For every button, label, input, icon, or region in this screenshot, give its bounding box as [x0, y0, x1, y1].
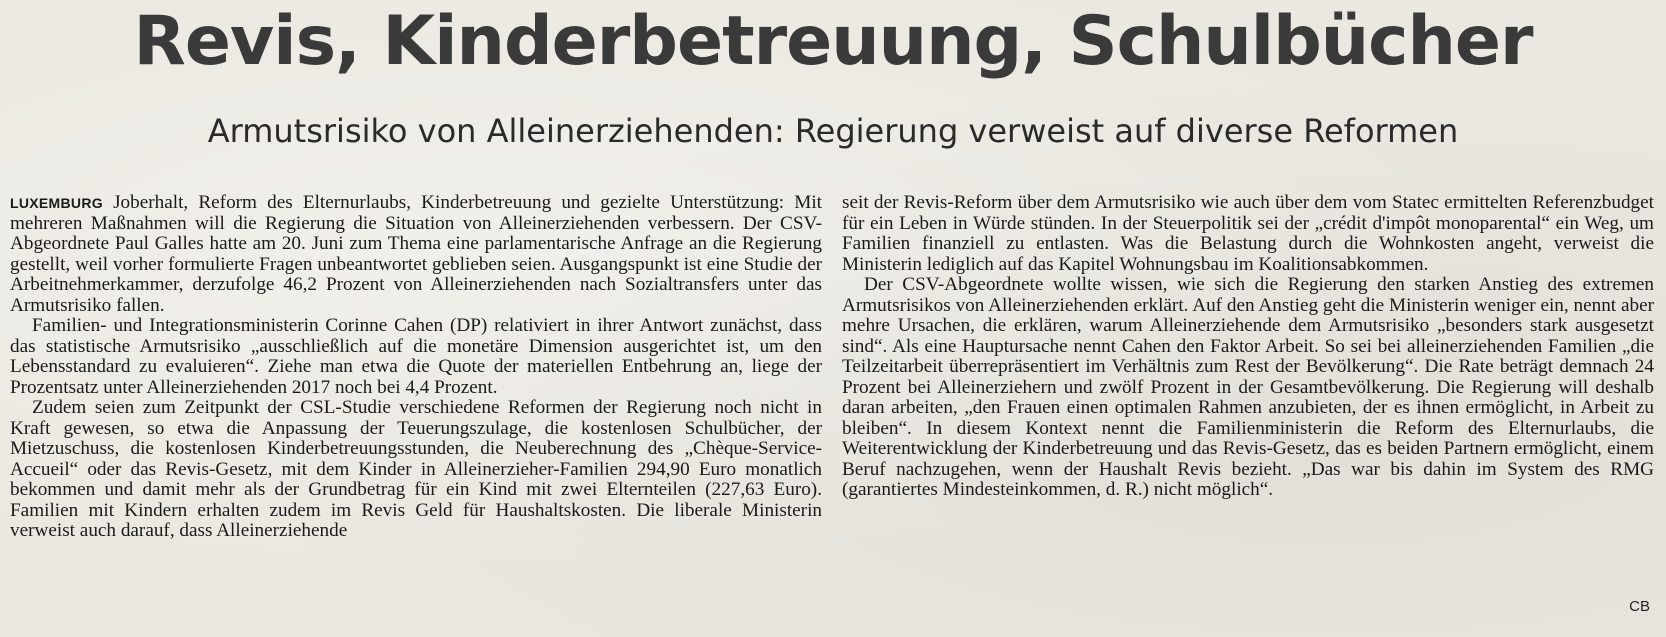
- left-column: [10, 193, 822, 542]
- right-column: [842, 193, 1654, 501]
- paragraph: Zudem seien zum Zeitpunkt der CSL-Studie verschiedene Reformen der Regierung noch nicht in Kraft gewesen, so etwa die Anpassung der Teuerungszulage, die kostenlosen Schulbücher, der Mietzuschuss, die kostenlosen Kinderbetreuungsstunden, die Neuberechnung des „Chèque-Service-Accueil“ oder das Revis-Gesetz, mit dem Kinder in Alleinerzieher-Familien 294,90 Euro monatlich bekommen und damit mehr als der Grundbetrag für ein Kind mit zwei Elternteilen (227,63 Euro). Familien mit Kindern erhalten zudem im Revis Geld für Haushaltskosten. Die liberale Ministerin verweist auch darauf, dass Alleinerziehende: [10, 397, 822, 541]
- headline: Revis, Kinderbetreuung, Schulbücher: [133, 2, 1533, 81]
- paragraph: Der CSV-Abgeordnete wollte wissen, wie sich die Regierung den starken Anstieg des extremen Armutsrisikos von Alleinerziehenden erklärt. Auf den Anstieg geht die Ministerin weniger ein, nennt aber mehre Ursachen, die erklären, warum Alleinerziehende dem Armutsrisiko „besonders stark ausgesetzt sind“. Als eine Hauptursache nennt Cahen den Faktor Arbeit. So sei bei alleinerziehenden Familien „die Teilzeitarbeit überrepräsentiert im Verhältnis zum Rest der Bevölkerung“. Die Rate beträgt demnach 24 Prozent bei Alleinerziehern und zwölf Prozent in der Gesamtbevölkerung. Die Regierung will deshalb daran arbeiten, „den Frauen einen optimalen Rahmen anzubieten, der es ihnen ermöglicht, in Arbeit zu bleiben“. In diesem Kontext nennt die Familienministerin die Reform des Elternurlaubs, die Weiterentwicklung der Kinderbetreuung und das Revis-Gesetz, das es beiden Partnern ermöglicht, einem Beruf nachzugehen, wenn der Haushalt Revis bezieht. „Das war bis dahin im System des RMG (garantiertes Mindesteinkommen, d. R.) nicht möglich“.: [842, 274, 1654, 500]
- dateline: LUXEMBURG: [10, 195, 103, 211]
- author-initials: CB: [1629, 598, 1650, 615]
- paragraph: seit der Revis-Reform über dem Armutsrisiko wie auch über dem vom Statec ermittelten Referenzbudget für ein Leben in Würde stünden. In der Steuerpolitik sei der „crédit d'impôt monoparental“ ein Weg, um Familien finanziell zu entlasten. Was die Belastung durch die Wohnkosten angeht, verweist die Ministerin lediglich auf das Kapitel Wohnungsbau im Koalitionsabkommen.: [842, 192, 1654, 275]
- subheadline: Armutsrisiko von Alleinerziehenden: Regierung verweist auf diverse Reformen: [207, 112, 1459, 150]
- paragraph: Familien- und Integrationsministerin Corinne Cahen (DP) relativiert in ihrer Antwort zunächst, dass das statistische Armutsrisiko „ausschließlich auf die monetäre Dimension ausgerichtet ist, um den Lebensstandard zu evaluieren“. Ziehe man etwa die Quote der materiellen Entbehrung an, liege der Prozentsatz unter Alleinerziehenden 2017 noch bei 4,4 Prozent.: [10, 315, 822, 398]
- paragraph-text: Joberhalt, Reform des Elternurlaubs, Kinderbetreuung und gezielte Unterstützung: Mit mehreren Maßnahmen will die Regierung die Situation von Alleinerziehenden verbessern. Der CSV-Abgeordnete Paul Galles hatte am 20. Juni zum Thema eine parlamentarische Anfrage an die Regierung gestellt, weil vorher formulierte Fragen unbeantwortet geblieben seien. Ausgangspunkt ist eine Studie der Arbeitnehmerkammer, derzufolge 46,2 Prozent von Alleinerziehenden nach Sozialtransfers unter das Armutsrisiko fallen.: [10, 192, 822, 316]
- paragraph: [10, 193, 822, 316]
- bleed-through-text: [25, 78, 33, 112]
